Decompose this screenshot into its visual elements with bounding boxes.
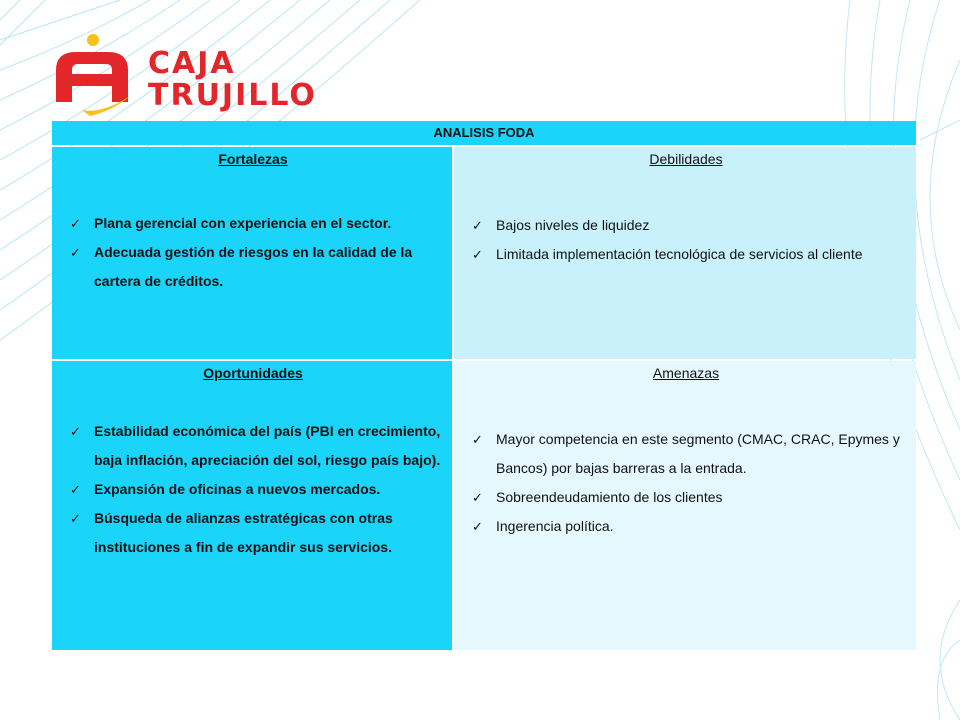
check-icon: ✓	[70, 216, 81, 231]
check-icon: ✓	[472, 490, 483, 505]
check-icon: ✓	[70, 424, 81, 439]
debilidades-list	[466, 211, 906, 269]
list-item: ✓ Mayor competencia en este segmento (CMAC, CRAC, Epymes y Bancos) por bajas barreras a la entrada.	[466, 425, 906, 483]
amenazas-list	[466, 425, 906, 541]
debilidades-title: Debilidades	[649, 151, 723, 167]
check-icon: ✓	[70, 245, 81, 260]
fortalezas-cell	[52, 147, 452, 359]
list-item: ✓ Estabilidad económica del país (PBI en crecimiento, baja inflación, apreciación del sol, riesgo país bajo).	[64, 417, 442, 475]
list-item: ✓ Adecuada gestión de riesgos en la calidad de la cartera de créditos.	[64, 238, 442, 296]
list-item: ✓ Expansión de oficinas a nuevos mercados.	[64, 475, 442, 504]
caja-trujillo-logo	[52, 30, 317, 120]
fortalezas-list	[64, 209, 442, 296]
list-item: ✓ Plana gerencial con experiencia en el sector.	[64, 209, 442, 238]
oportunidades-list	[64, 417, 442, 562]
amenazas-cell	[454, 361, 916, 650]
oportunidades-cell	[52, 361, 452, 650]
check-icon: ✓	[472, 519, 483, 534]
foda-header: ANALISIS FODA	[52, 121, 916, 145]
check-icon: ✓	[70, 482, 81, 497]
list-item: ✓ Bajos niveles de liquidez	[466, 211, 906, 240]
list-item: ✓ Sobreendeudamiento de los clientes	[466, 483, 906, 512]
fortalezas-title: Fortalezas	[218, 151, 288, 167]
oportunidades-title: Oportunidades	[203, 365, 303, 381]
foda-table	[52, 121, 916, 650]
list-item: ✓ Búsqueda de alianzas estratégicas con otras instituciones a fin de expandir sus servicios.	[64, 504, 442, 562]
check-icon: ✓	[472, 218, 483, 233]
list-item: ✓ Ingerencia política.	[466, 512, 906, 541]
check-icon: ✓	[472, 247, 483, 262]
amenazas-title: Amenazas	[652, 365, 720, 381]
list-item: ✓ Limitada implementación tecnológica de servicios al cliente	[466, 240, 906, 269]
check-icon: ✓	[472, 432, 483, 447]
debilidades-cell	[454, 147, 916, 359]
logo-text-line2: TRUJILLO	[148, 78, 317, 113]
check-icon: ✓	[70, 511, 81, 526]
logo-text-line1: CAJA	[148, 46, 236, 81]
caja-logo-icon	[52, 30, 152, 120]
